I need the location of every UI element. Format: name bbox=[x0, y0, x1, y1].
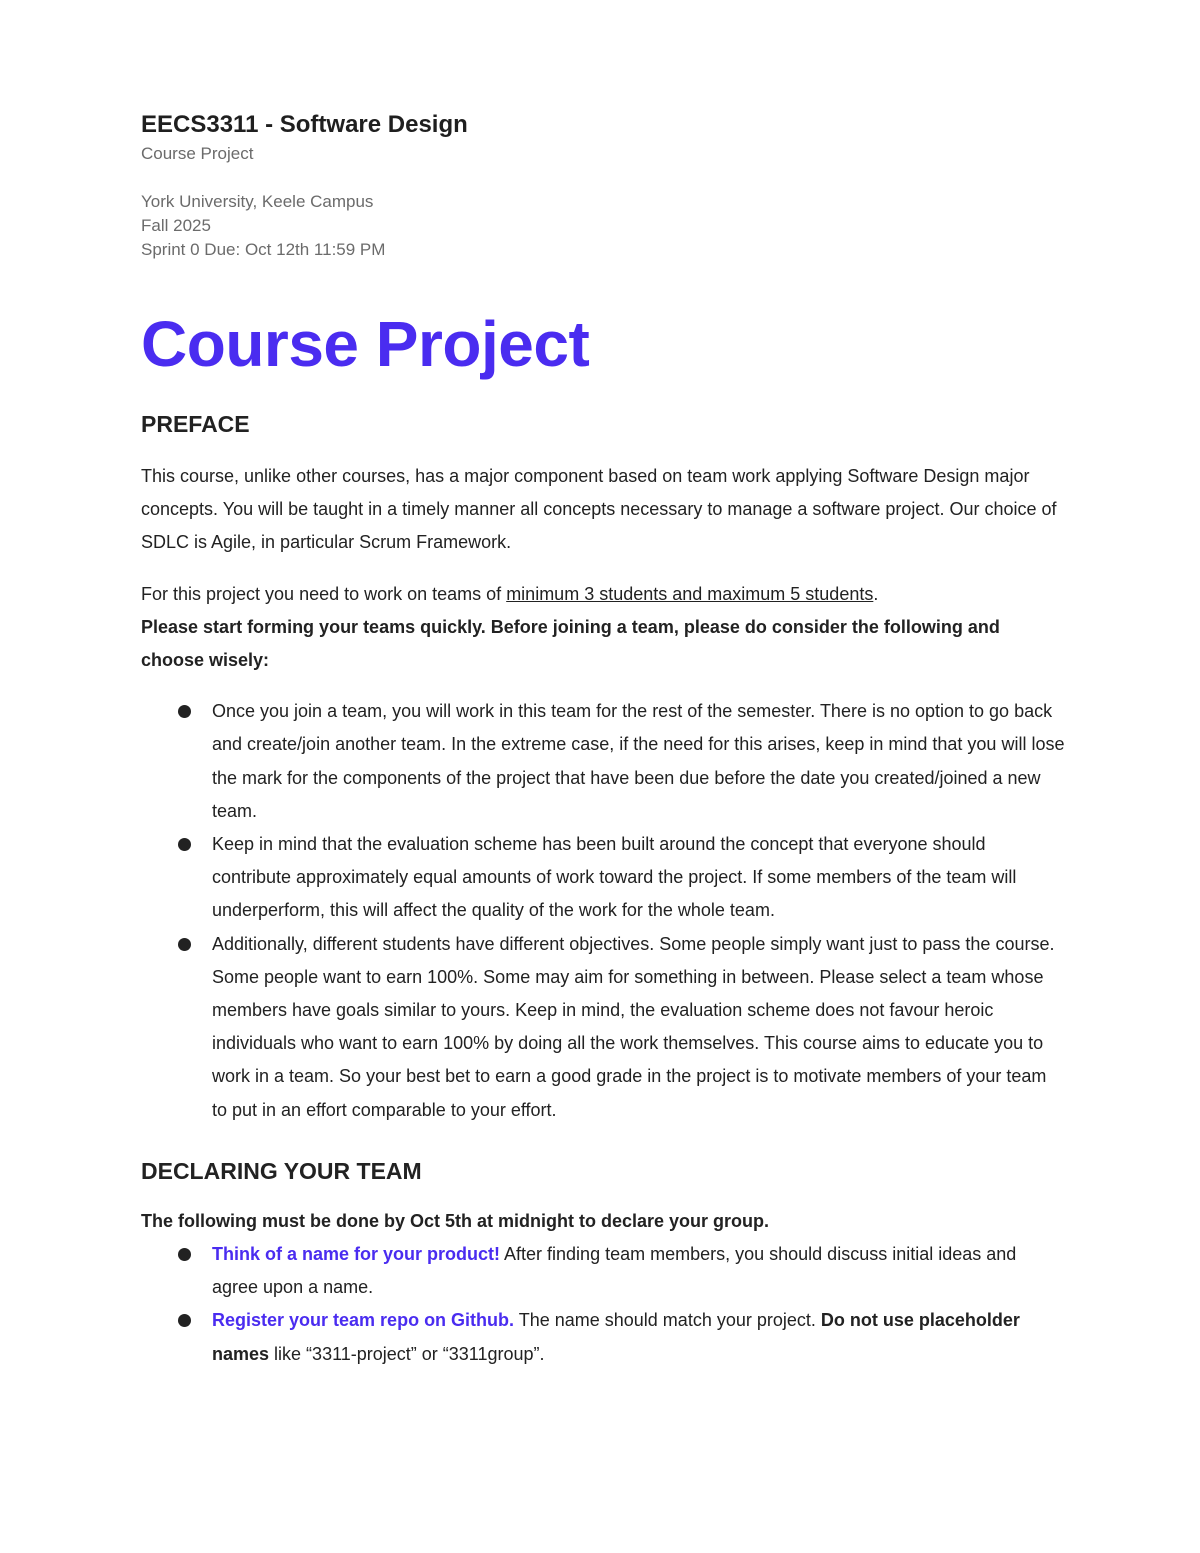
list-item-text: Additionally, different students have different objectives. Some people simply want just to pass the course. Some people want to earn 100%. Some may aim for something in between. Please select a team whose members have goals similar to yours. Keep in mind, the evaluation scheme does not favour heroic individuals who want to earn 100% by doing all the work themselves. This course aims to educate you to work in a team. So your best bet to earn a good grade in the project is to motivate members of your team to put in an effort comparable to your effort. bbox=[212, 933, 1055, 1120]
team-size-prefix: For this project you need to work on teams of bbox=[141, 583, 507, 604]
preface-bullet-list bbox=[141, 695, 1066, 1127]
bullet-icon bbox=[178, 938, 191, 951]
header-spacer bbox=[141, 166, 1066, 190]
placeholder-warning: Do not use placeholder names bbox=[212, 1310, 1020, 1364]
list-item-text: Once you join a team, you will work in this team for the rest of the semester. There is no option to go back and create/join another team. In the extreme case, if the need for this arises, keep in mind that you will lose the mark for the components of the project that have been due before the date you created/joined a new team. bbox=[212, 701, 1065, 821]
university-line: York University, Keele Campus bbox=[141, 192, 374, 211]
document-page bbox=[141, 108, 1066, 1371]
register-repo-link[interactable]: Register your team repo on Github. bbox=[212, 1310, 515, 1331]
declaring-bullet-list bbox=[141, 1238, 1066, 1371]
list-item bbox=[141, 695, 1066, 828]
list-item bbox=[141, 928, 1066, 1127]
list-item-text: Keep in mind that the evaluation scheme has been built around the concept that everyone should contribute approximately equal amounts of work toward the project. If some members of the team will underperform, this will affect the quality of the work for the whole team. bbox=[212, 834, 1017, 921]
declaring-deadline: The following must be done by Oct 5th at midnight to declare your group. bbox=[141, 1210, 770, 1231]
course-subtitle: Course Project bbox=[141, 144, 254, 163]
bullet-icon bbox=[178, 1248, 191, 1261]
list-item bbox=[141, 1304, 1066, 1370]
term-line: Fall 2025 bbox=[141, 216, 211, 235]
team-size-suffix: . bbox=[873, 583, 879, 604]
preface-intro: This course, unlike other courses, has a major component based on team work applying Software Design major concepts. You will be taught in a timely manner all concepts necessary to manage a software project. Our choice of SDLC is Agile, in particular Scrum Framework. bbox=[141, 466, 1057, 553]
list-item bbox=[141, 1238, 1066, 1304]
list-item-text: After finding team members, you should discuss initial ideas and agree upon a name. bbox=[212, 1244, 1017, 1298]
document-header bbox=[141, 108, 1066, 262]
list-item bbox=[141, 828, 1066, 928]
page-title: Course Project bbox=[141, 308, 590, 380]
declaring-heading: DECLARING YOUR TEAM bbox=[141, 1157, 422, 1184]
preface-heading: PREFACE bbox=[141, 411, 250, 437]
list-item-text: The name should match your project. bbox=[514, 1310, 821, 1331]
bullet-icon bbox=[178, 705, 191, 718]
team-size-underlined: minimum 3 students and maximum 5 students bbox=[506, 583, 874, 604]
bullet-icon bbox=[178, 1314, 191, 1327]
due-line: Sprint 0 Due: Oct 12th 11:59 PM bbox=[141, 240, 386, 259]
team-warning: Please start forming your teams quickly. Before joining a team, please do consider the following and choose wisely: bbox=[141, 616, 1000, 671]
bullet-icon bbox=[178, 838, 191, 851]
team-size-paragraph bbox=[141, 578, 1066, 678]
course-title: EECS3311 - Software Design bbox=[141, 111, 468, 138]
list-item-tail: like “3311-project” or “3311group”. bbox=[269, 1343, 545, 1364]
product-name-link[interactable]: Think of a name for your product! bbox=[212, 1244, 501, 1265]
